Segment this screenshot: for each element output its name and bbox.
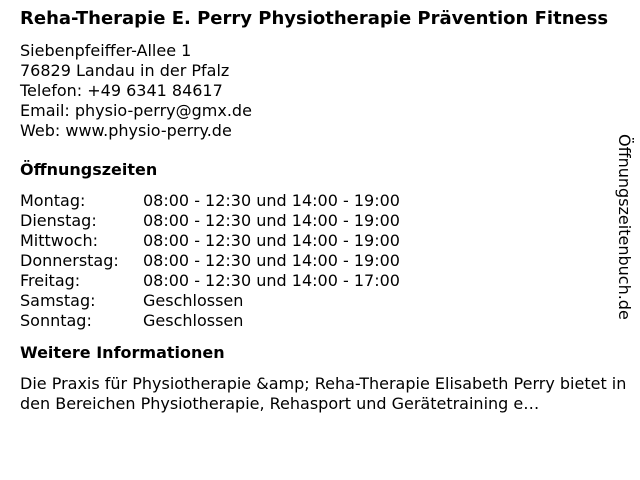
- hours-row-friday: [20, 271, 632, 291]
- web-line[interactable]: Web: www.physio-perry.de: [20, 121, 232, 140]
- hours-day: Samstag:: [20, 291, 96, 310]
- address-street: Siebenpfeiffer-Allee 1: [20, 41, 192, 60]
- hours-row-thursday: [20, 251, 632, 271]
- more-info-heading: Weitere Informationen: [20, 343, 225, 362]
- hours-time: 08:00 - 12:30 und 14:00 - 19:00: [143, 231, 400, 250]
- hours-time: 08:00 - 12:30 und 14:00 - 19:00: [143, 191, 400, 210]
- hours-row-monday: [20, 191, 632, 211]
- hours-time: 08:00 - 12:30 und 14:00 - 19:00: [143, 251, 400, 270]
- hours-day: Donnerstag:: [20, 251, 119, 270]
- hours-time: Geschlossen: [143, 291, 244, 310]
- hours-row-tuesday: [20, 211, 632, 231]
- contact-block: [20, 41, 632, 141]
- opening-hours-heading: Öffnungszeiten: [20, 160, 158, 179]
- more-info-text: Die Praxis für Physiotherapie &amp; Reha-Therapie Elisabeth Perry bietet in den Bereichen Physiotherapie, Rehasport und Gerätetraining e…: [20, 374, 627, 413]
- hours-row-sunday: [20, 311, 632, 331]
- hours-day: Sonntag:: [20, 311, 92, 330]
- site-name-vertical[interactable]: Öffnungszeitenbuch.de: [615, 134, 634, 320]
- hours-day: Montag:: [20, 191, 86, 210]
- hours-day: Dienstag:: [20, 211, 97, 230]
- hours-day: Freitag:: [20, 271, 81, 290]
- hours-time: 08:00 - 12:30 und 14:00 - 19:00: [143, 211, 400, 230]
- hours-time: Geschlossen: [143, 311, 244, 330]
- hours-row-wednesday: [20, 231, 632, 251]
- hours-row-saturday: [20, 291, 632, 311]
- opening-hours-table: [20, 191, 632, 331]
- hours-time: 08:00 - 12:30 und 14:00 - 17:00: [143, 271, 400, 290]
- email-line[interactable]: Email: physio-perry@gmx.de: [20, 101, 252, 120]
- business-listing: [20, 0, 632, 414]
- address-city: 76829 Landau in der Pfalz: [20, 61, 230, 80]
- business-title: Reha-Therapie E. Perry Physiotherapie Prävention Fitness: [20, 8, 609, 29]
- hours-day: Mittwoch:: [20, 231, 98, 250]
- phone-line[interactable]: Telefon: +49 6341 84617: [20, 81, 223, 100]
